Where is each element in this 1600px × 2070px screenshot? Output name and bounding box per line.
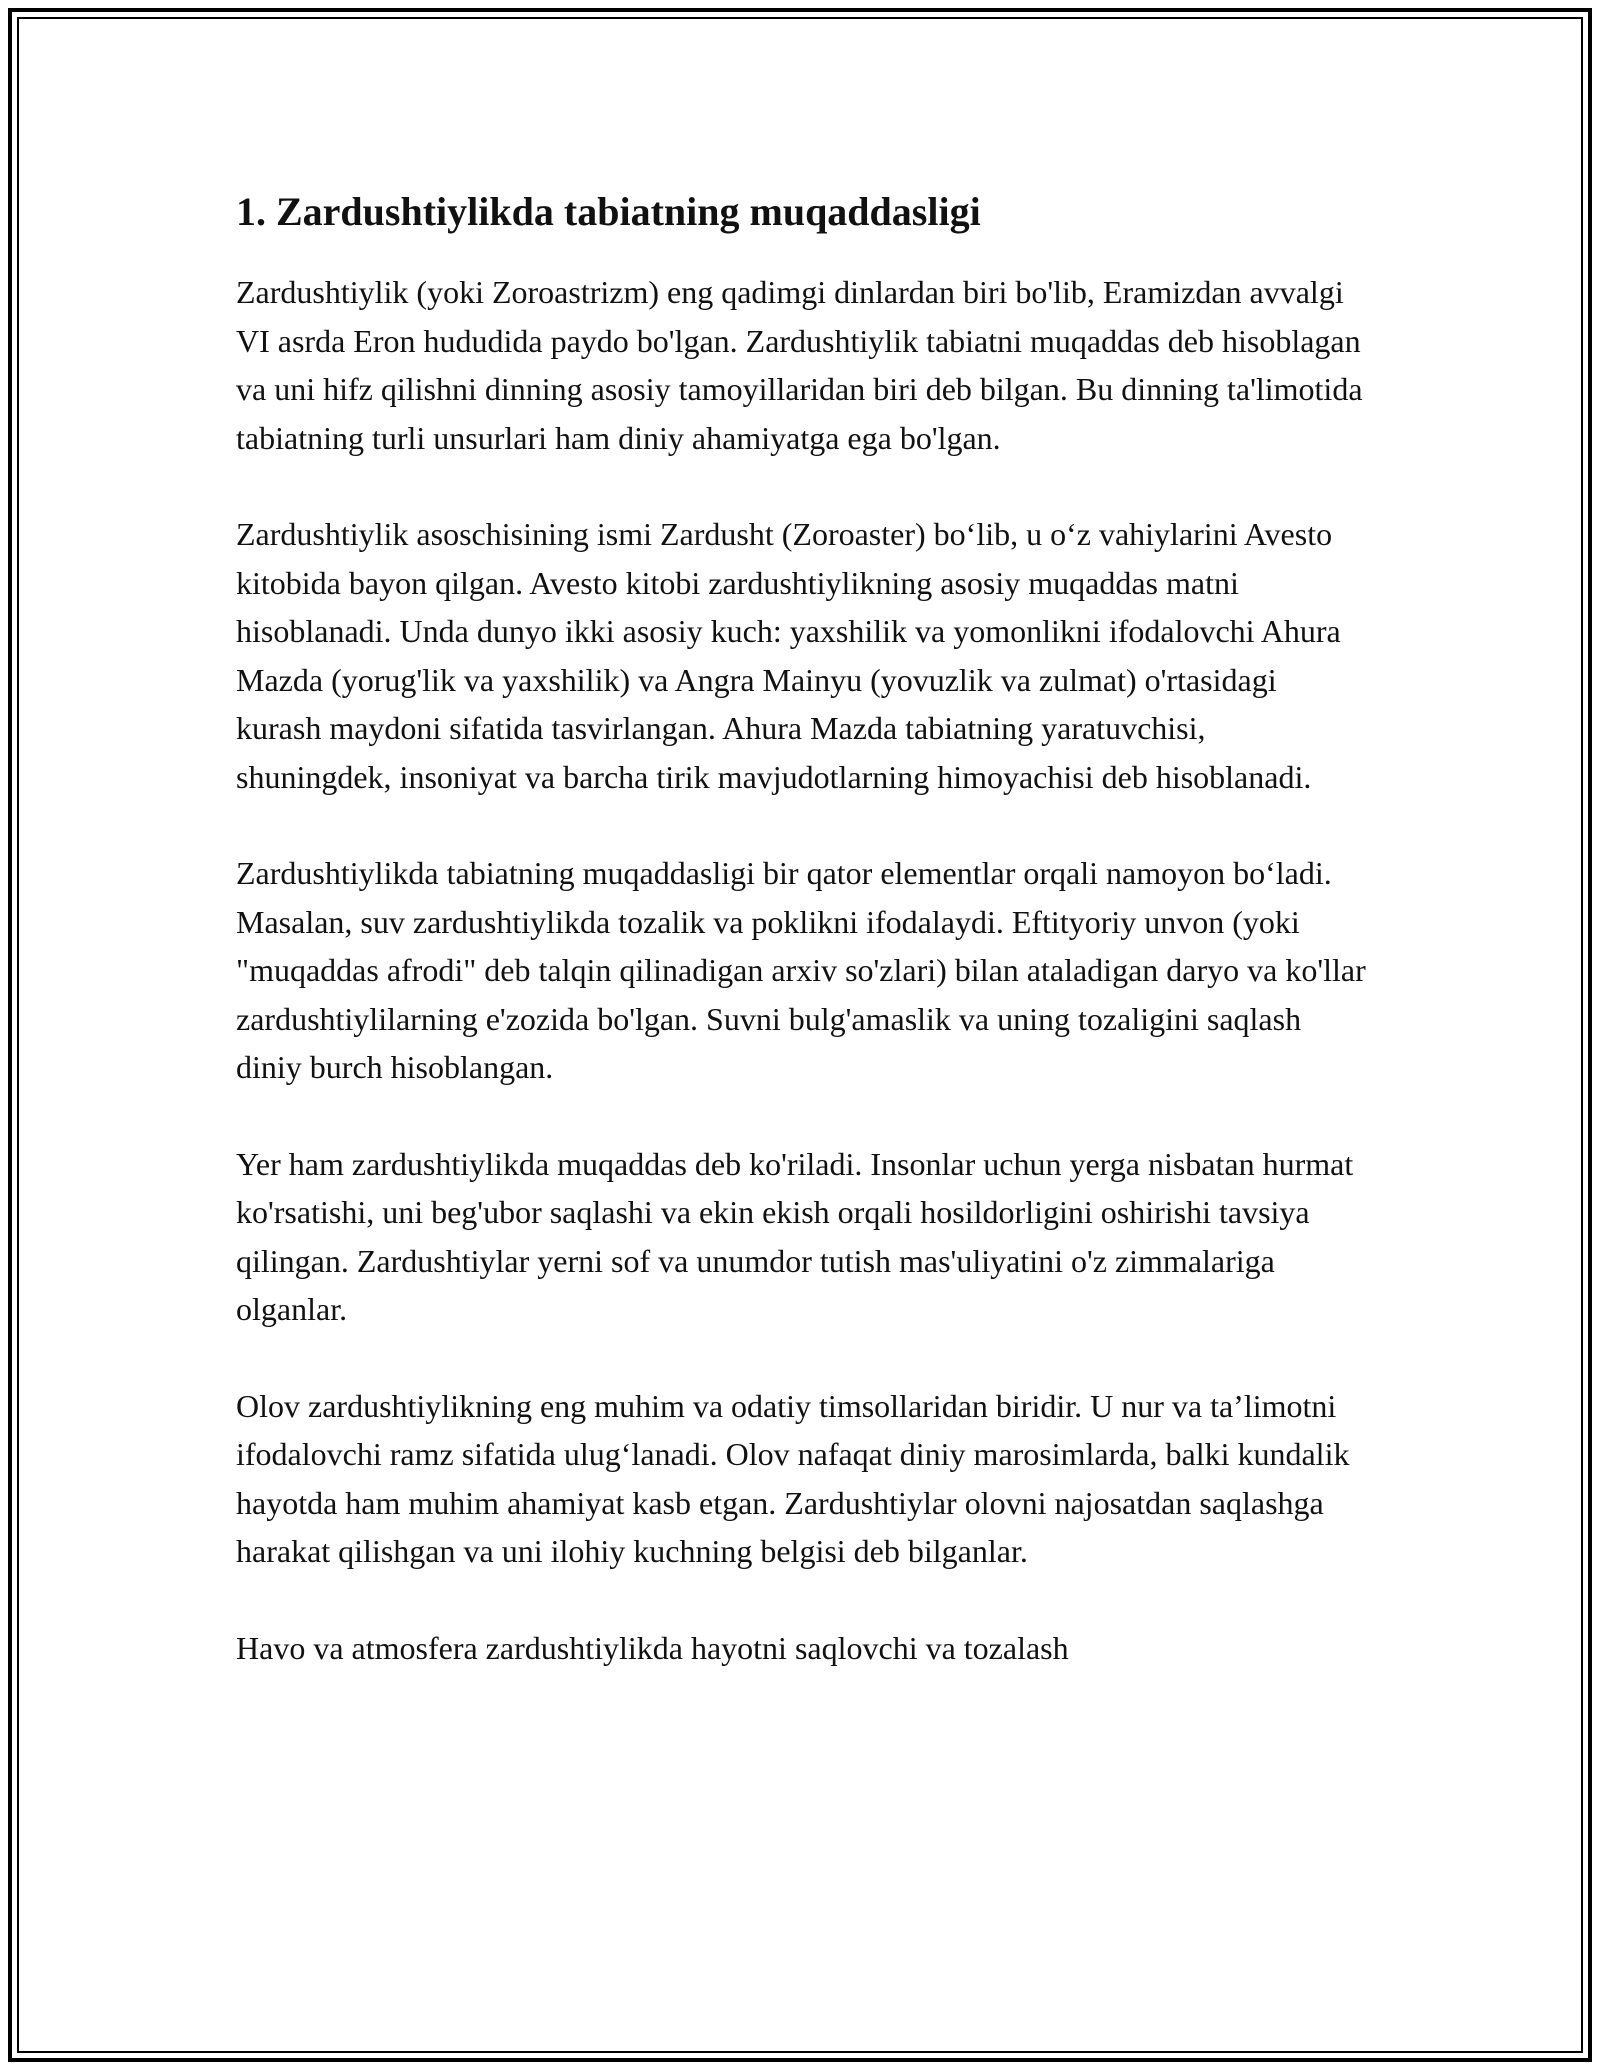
document-body	[236, 184, 1366, 1720]
paragraph-water: Zardushtiylikda tabiatning muqaddasligi bir qator elementlar orqali namoyon bo‘ladi. Masalan, suv zardushtiylikda tozalik va poklikni ifodalaydi. Eftityoriy unvon (yoki "muqaddas afrodi" deb talqin qilinadigan arxiv so'zlari) bilan ataladigan daryo va ko'llar zardushtiylilarning e'zozida bo'lgan. Suvni bulg'amaslik va uning tozaligini saqlash diniy burch hisoblangan.	[236, 855, 1366, 1085]
paragraph-intro: Zardushtiylik (yoki Zoroastrizm) eng qadimgi dinlardan biri bo'lib, Eramizdan avvalgi VI asrda Eron hududida paydo bo'lgan. Zardushtiylik tabiatni muqaddas deb hisoblagan va uni hifz qilishni dinning asosiy tamoyillaridan biri deb bilgan. Bu dinning ta'limotida tabiatning turli unsurlari ham diniy ahamiyatga ega bo'lgan.	[236, 274, 1363, 456]
section-heading: 1. Zardushtiylikda tabiatning muqaddasligi	[236, 189, 981, 234]
paragraph-founder: Zardushtiylik asoschisining ismi Zardusht (Zoroaster) bo‘lib, u o‘z vahiylarini Avesto kitobida bayon qilgan. Avesto kitobi zardushtiylikning asosiy muqaddas matni hisoblanadi. Unda dunyo ikki asosiy kuch: yaxshilik va yomonlikni ifodalovchi Ahura Mazda (yorug'lik va yaxshilik) va Angra Mainyu (yovuzlik va zulmat) o'rtasidagi kurash maydoni sifatida tasvirlangan. Ahura Mazda tabiatning yaratuvchisi, shuningdek, insoniyat va barcha tirik mavjudotlarning himoyachisi deb hisoblanadi.	[236, 516, 1341, 795]
paragraph-earth: Yer ham zardushtiylikda muqaddas deb ko'riladi. Insonlar uchun yerga nisbatan hurmat ko'rsatishi, uni beg'ubor saqlashi va ekin ekish orqali hosildorligini oshirishi tavsiya qilingan. Zardushtiylar yerni sof va unumdor tutish mas'uliyatini o'z zimmalariga olganlar.	[236, 1145, 1354, 1327]
paragraph-air: Havo va atmosfera zardushtiylikda hayotni saqlovchi va tozalash	[236, 1629, 1069, 1666]
paragraph-fire: Olov zardushtiylikning eng muhim va odatiy timsollaridan biridir. U nur va ta’limotni ifodalovchi ramz sifatida ulug‘lanadi. Olov nafaqat diniy marosimlarda, balki kundalik hayotda ham muhim ahamiyat kasb etgan. Zardushtiylar olovni najosatdan saqlashga harakat qilishgan va uni ilohiy kuchning belgisi deb bilganlar.	[236, 1387, 1350, 1569]
